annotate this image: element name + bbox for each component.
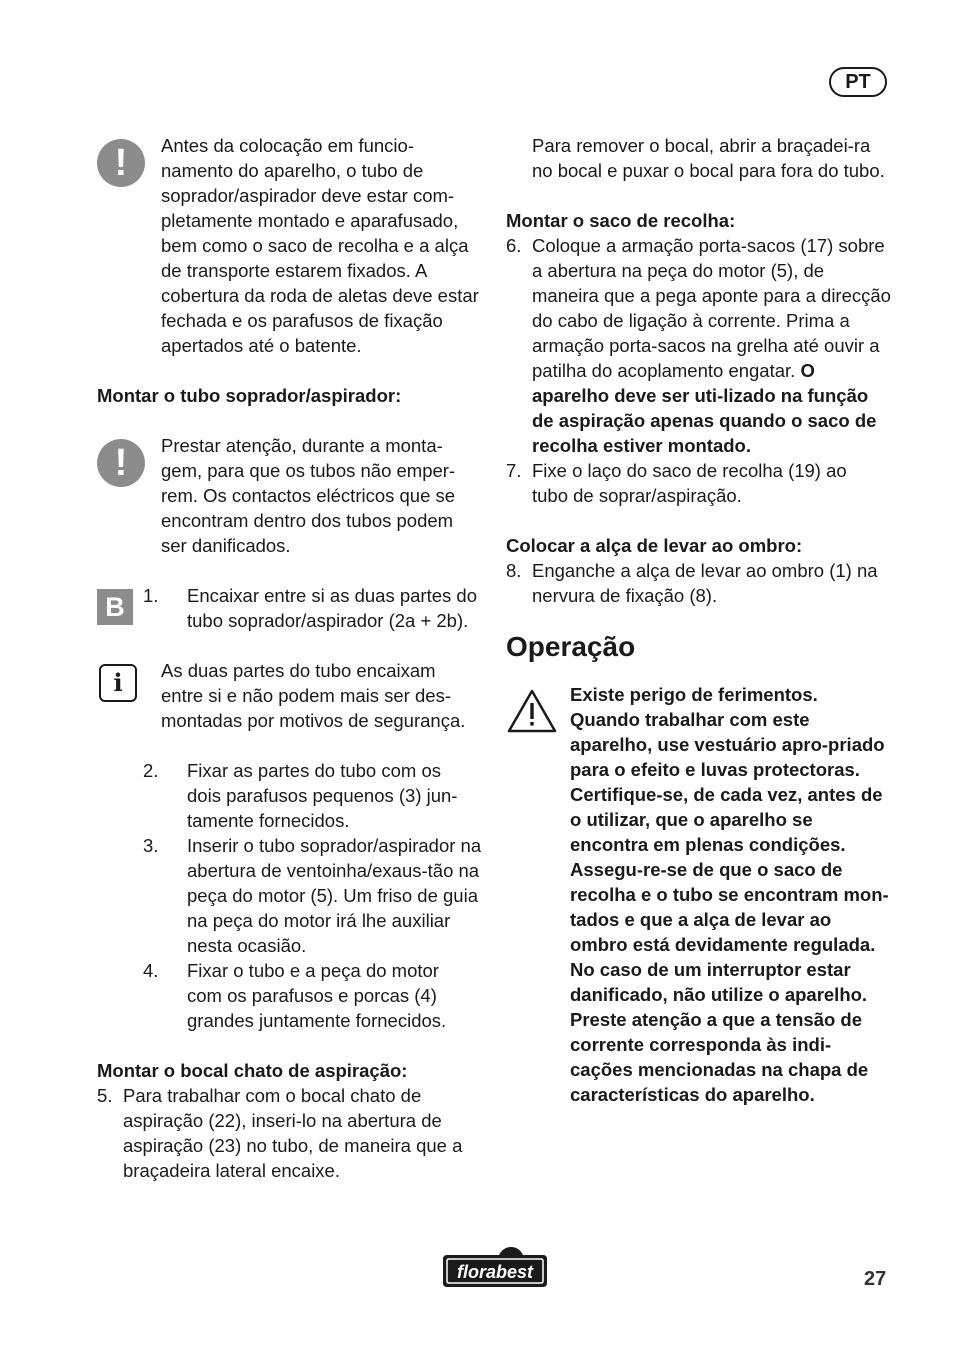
step-text: Fixar as partes do tubo com os dois parafusos pequenos (3) jun-tamente fornecidos. — [187, 760, 458, 831]
step-number: 2. — [143, 760, 159, 781]
list-item — [97, 758, 487, 833]
list-item — [506, 558, 896, 608]
step-text: Fixe o laço do saco de recolha (19) ao tubo de soprar/aspiração. — [532, 460, 847, 506]
list-item — [97, 958, 487, 1033]
step-text — [532, 233, 892, 458]
warning-triangle-icon — [506, 688, 558, 734]
right-column — [506, 133, 896, 1107]
step-text-bold: O aparelho deve ser uti-lizado na função de aspiração apenas quando o saco de recolha estiver montado. — [532, 360, 877, 456]
step-number: 4. — [143, 960, 159, 981]
list-item — [97, 1083, 487, 1183]
logo-text: florabest — [456, 1262, 534, 1282]
warning-text: Antes da colocação em funcio-namento do aparelho, o tubo de soprador/aspirador deve estar com-pletamente montado e aparafusado, bem como o saco de recolha e a alça de transporte estarem fixados. A cobertura da roda de aletas deve estar fechada e os parafusos de fixação apertados até o batente. — [161, 135, 479, 356]
left-column — [97, 133, 487, 1183]
step-text: Para trabalhar com o bocal chato de aspiração (22), inseri-lo na abertura de aspiração (23) no tubo, de maneira que a braçadeira lateral encaixe. — [123, 1085, 463, 1181]
step-text-regular: Coloque a armação porta-sacos (17) sobre a abertura na peça do motor (5), de maneira que a pega aponte para a direcção do cabo de ligação à corrente. Prima a armação porta-sacos na grelha até ouvir a patilha do acoplamento engatar. — [532, 235, 891, 381]
section-heading: Colocar a alça de levar ao ombro: — [506, 535, 803, 556]
section-heading: Montar o bocal chato de aspiração: — [97, 1060, 408, 1081]
step-text: Encaixar entre si as duas partes do tubo soprador/aspirador (2a + 2b). — [187, 585, 477, 631]
list-item — [506, 458, 896, 508]
warning-text: Prestar atenção, durante a monta-gem, para que os tubos não emper-rem. Os contactos eléctricos que se encontram dentro dos tubos podem ser danificados. — [161, 435, 456, 556]
step-text: Fixar o tubo e a peça do motor com os parafusos e porcas (4) grandes juntamente fornecidos. — [187, 960, 447, 1031]
exclamation-icon: ! — [97, 139, 145, 187]
warning-note — [97, 133, 487, 358]
info-note — [97, 658, 487, 733]
list-item — [97, 583, 487, 633]
figure-b-icon: B — [97, 589, 133, 625]
list-item — [506, 233, 896, 458]
florabest-logo — [439, 1245, 551, 1289]
section-heading: Montar o saco de recolha: — [506, 210, 736, 231]
step-number: 1. — [143, 585, 159, 606]
step-number: 3. — [143, 835, 159, 856]
language-badge: PT — [829, 67, 887, 97]
info-icon: i — [99, 664, 137, 702]
list-item — [97, 833, 487, 958]
step-number: 7. — [506, 460, 522, 481]
section-heading: Montar o tubo soprador/aspirador: — [97, 385, 402, 406]
page-number: 27 — [864, 1268, 887, 1290]
step-number: 6. — [506, 235, 522, 256]
step-text: Enganche a alça de levar ao ombro (1) na nervura de fixação (8). — [532, 560, 878, 606]
step-number: 8. — [506, 560, 522, 581]
continued-text: Para remover o bocal, abrir a braçadei-ra no bocal e puxar o bocal para fora do tubo. — [532, 135, 885, 181]
step-number: 5. — [97, 1085, 113, 1106]
exclamation-icon: ! — [97, 439, 145, 487]
section-title: Operação — [506, 631, 636, 662]
step-text: Inserir o tubo soprador/aspirador na abertura de ventoinha/exaus-tão na peça do motor (5). Um friso de guia na peça do motor irá lhe auxiliar nesta ocasião. — [187, 835, 482, 956]
info-text: As duas partes do tubo encaixam entre si e não podem mais ser des-montadas por motivos de segurança. — [161, 660, 466, 731]
danger-note — [506, 682, 896, 1107]
danger-text: Existe perigo de ferimentos. Quando trabalhar com este aparelho, use vestuário apro-priado para o efeito e luvas protectoras. Certifique-se, de cada vez, antes de o utilizar, que o aparelho se encontra em plenas condições. Assegu-re-se de que o saco de recolha e o tubo se encontram mon-tados e que a alça de levar ao ombro está devidamente regulada. No caso de um interruptor estar danificado, não utilize o aparelho. Preste atenção a que a tensão de corrente corresponda às indi-cações mencionadas na chapa de características do aparelho. — [570, 684, 889, 1105]
warning-note — [97, 433, 487, 558]
